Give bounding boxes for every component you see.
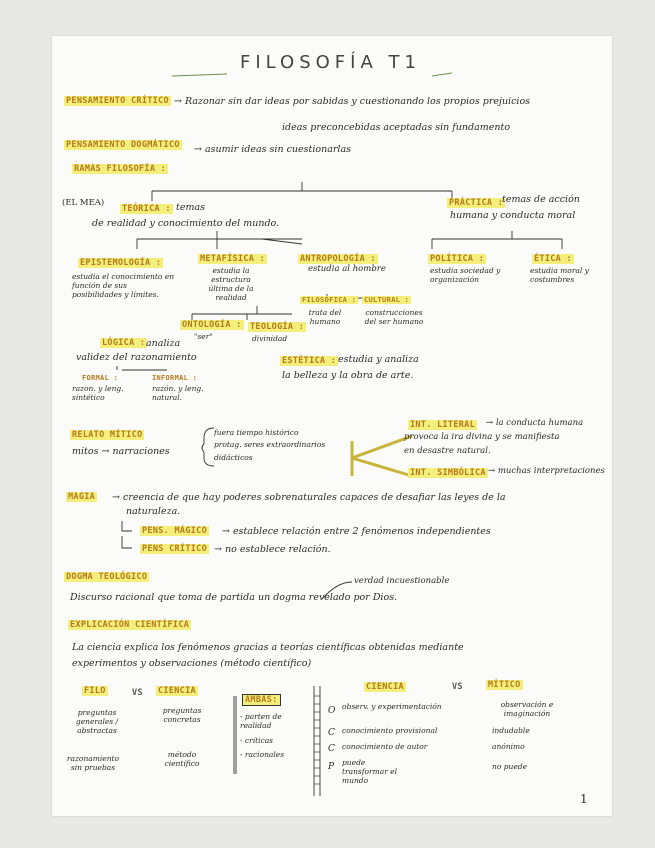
int-simbolica-label: INT. SIMBÓLICA [410, 468, 486, 478]
ambas-item-1: - parten de realidad [240, 712, 282, 730]
informal-text: razón. y leng. natural. [152, 384, 204, 402]
relato-bullet-1: fuera tiempo histórico [214, 428, 299, 437]
page-title: FILOSOFÍA T1 [240, 52, 421, 73]
ontologia-label: ONTOLOGÍA : [182, 320, 242, 330]
teorica-label: TEÓRICA : [122, 204, 171, 214]
ciencia2-item-4: puede transformar el mundo [342, 758, 398, 785]
teologia-text: divinidad [252, 334, 288, 343]
ambas-item-3: - racionales [240, 750, 285, 759]
etica-label: ÉTICA : [534, 254, 572, 264]
pens-critico-text: → no establece relación. [214, 544, 331, 555]
ciencia-item-2: método científico [164, 750, 200, 768]
dogma-label: DOGMA TEOLÓGICO [66, 572, 148, 582]
mitico-item-2: indudable [492, 726, 530, 735]
ciencia-item-1: preguntas concretas [162, 706, 202, 724]
politica-text: estudia sociedad y organización [430, 266, 501, 284]
formal-label: FORMAL : [82, 374, 119, 382]
antropologia-text: estudia al hombre [308, 264, 386, 274]
pens-critico-label: PENS CRÍTICO [142, 544, 208, 554]
relato-bullet-2: protag. seres extraordinarios [214, 440, 326, 449]
ciencia2-item-2: conocimiento provisional [342, 726, 438, 735]
explicacion-text: La ciencia explica los fenómenos gracias a teorías científicas obtenidas mediante [72, 642, 464, 653]
side-letter-o: O [328, 706, 336, 716]
explicacion-label: EXPLICACIÓN CIENTÍFICA [70, 620, 190, 630]
relato-mitico-label: RELATO MÍTICO [72, 430, 143, 440]
practica-text-2: humana y conducta moral [450, 210, 576, 221]
ciencia2-vs: VS [452, 682, 463, 692]
estetica-text: estudia y analiza [338, 354, 419, 365]
epistemologia-label: EPISTEMOLOGÍA : [80, 258, 162, 268]
pensamiento-dogmatico-text: → asumir ideas sin cuestionarlas [194, 144, 352, 155]
int-literal-text-2: provoca la ira divina y se manifiesta [404, 432, 560, 442]
ciencia-header: CIENCIA [158, 686, 196, 696]
mitico-item-3: anónimo [492, 742, 525, 751]
ciencia2-item-3: conocimiento de autor [342, 742, 428, 751]
teorica-text-2: de realidad y conocimiento del mundo. [92, 218, 280, 229]
ciencia2-item-1: observ. y experimentación [342, 702, 442, 711]
mitico-item-4: no puede [492, 762, 528, 771]
ontologia-text: "ser" [194, 332, 213, 341]
int-literal-text: → la conducta humana [486, 418, 584, 428]
pensamiento-dogmatico-label: PENSAMIENTO DOGMÁTICO [66, 140, 180, 150]
magia-text: → creencia de que hay poderes sobrenaturales capaces de desafiar las leyes de la [112, 492, 506, 503]
int-literal-text-3: en desastre natural. [404, 446, 491, 456]
ambas-header: AMBAS: [242, 694, 281, 706]
filosofica-text: trata del humano [308, 308, 342, 326]
pens-magico-text: → establece relación entre 2 fenómenos independientes [222, 526, 491, 537]
metafisica-label: METAFÍSICA : [200, 254, 266, 264]
logica-text-2: validez del razonamiento [76, 352, 197, 363]
int-literal-label: INT. LITERAL [410, 420, 476, 430]
logica-label: LÓGICA : [102, 338, 146, 348]
practica-label: PRÁCTICA : [449, 198, 504, 208]
estetica-text-2: la belleza y la obra de arte. [282, 370, 414, 381]
metafisica-text: estudia la estructura última de la realidad [208, 266, 254, 302]
dogma-over-text: verdad incuestionable [354, 576, 450, 586]
informal-label: INFORMAL : [152, 374, 198, 382]
mitico-header: MÍTICO [488, 680, 521, 690]
estetica-label: ESTÉTICA : [282, 356, 337, 366]
filo-header: FILO [84, 686, 106, 696]
teologia-label: TEOLOGÍA : [250, 322, 305, 332]
etica-text: estudia moral y costumbres [530, 266, 589, 284]
magia-label: MAGIA [68, 492, 96, 502]
notebook-page [52, 36, 612, 816]
filo-item-1: preguntas generales / abstractas [75, 708, 119, 735]
magia-text-2: naturaleza. [126, 506, 181, 517]
teorica-prefix: (EL MEA) [62, 198, 105, 208]
ambas-item-2: - críticas [240, 736, 274, 745]
ciencia2-header: CIENCIA [366, 682, 404, 692]
cultural-text: construcciones del ser humano [364, 308, 424, 326]
mitico-item-1: observación e imaginación [500, 700, 554, 718]
pensamiento-critico-text-2: ideas preconcebidas aceptadas sin fundamento [282, 122, 511, 133]
filo-vs: VS [132, 688, 143, 698]
teorica-text: temas [176, 202, 205, 213]
filosofica-label: FILOSÓFICA : [302, 296, 357, 304]
side-letter-c2: C [328, 744, 335, 754]
relato-mitico-text: mitos → narraciones [72, 446, 170, 457]
pensamiento-critico-label: PENSAMIENTO CRÍTICO [66, 96, 169, 106]
page-number: 1 [580, 792, 588, 806]
dogma-text: Discurso racional que toma de partida un dogma revelado por Dios. [70, 592, 398, 603]
practica-text: temas de acción [502, 194, 580, 205]
side-letter-p: P [328, 762, 335, 772]
ramas-label: RAMAS FILOSOFÍA : [74, 164, 167, 174]
antropologia-label: ANTROPOLOGÍA : [300, 254, 376, 264]
side-letter-c1: C [328, 728, 335, 738]
pensamiento-critico-text: → Razonar sin dar ideas por sabidas y cuestionando los propios prejuicios [174, 96, 531, 107]
pens-magico-label: PENS. MÁGICO [142, 526, 208, 536]
politica-label: POLÍTICA : [430, 254, 485, 264]
epistemologia-text: estudia el conocimiento en función de sus posibilidades y límites. [72, 272, 175, 299]
int-simbolica-text: → muchas interpretaciones [488, 466, 605, 476]
formal-text: razon. y leng. sintético [72, 384, 124, 402]
logica-text: analiza [146, 338, 181, 349]
explicacion-text-2: experimentos y observaciones (método científico) [72, 658, 312, 669]
cultural-label: CULTURAL : [364, 296, 410, 304]
relato-bullet-3: didácticos [214, 453, 253, 462]
filo-item-2: razonamiento sin pruebas [66, 754, 120, 772]
